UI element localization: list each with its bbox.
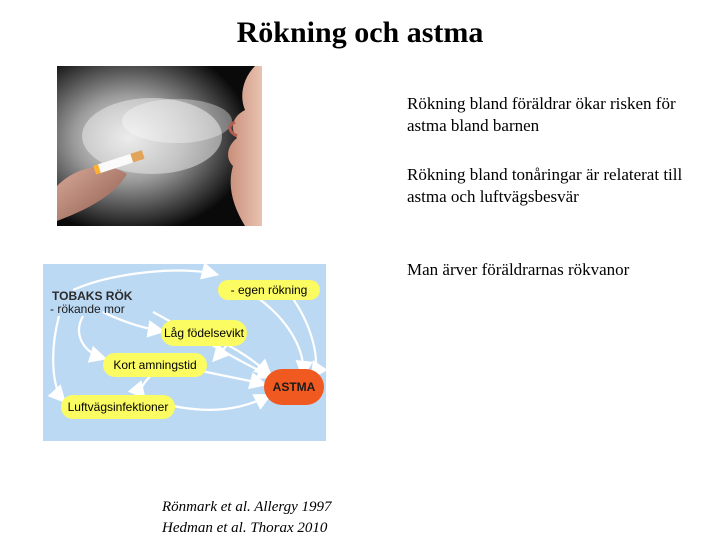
reference-hedman: Hedman et al. Thorax 2010	[162, 520, 328, 536]
node-lag-fodelsevikt: Låg födelsevikt	[161, 320, 247, 346]
node-astma: ASTMA	[264, 369, 324, 405]
node-rokande-mor: - rökande mor	[50, 302, 125, 316]
bullet-parental-smoking: Rökning bland föräldrar ökar risken för astma bland barnen	[407, 94, 676, 135]
reference-ronmark: Rönmark et al. Allergy 1997	[162, 499, 332, 515]
causal-diagram	[43, 264, 326, 441]
node-egen-rokning: - egen rökning	[218, 280, 320, 300]
node-luftvagsinfektioner: Luftvägsinfektioner	[61, 395, 175, 419]
smoking-photo	[57, 66, 262, 226]
node-tobaks-rok: TOBAKS RÖK	[52, 289, 133, 303]
references	[162, 497, 332, 539]
page-title: Rökning och astma	[236, 16, 484, 49]
bullet-inherited-habits: Man ärver föräldrarnas rökvanor	[407, 260, 630, 279]
bullet-teen-smoking: Rökning bland tonåringar är relaterat till astma och luftvägsbesvär	[407, 165, 683, 206]
node-kort-amningstid: Kort amningstid	[103, 353, 207, 377]
